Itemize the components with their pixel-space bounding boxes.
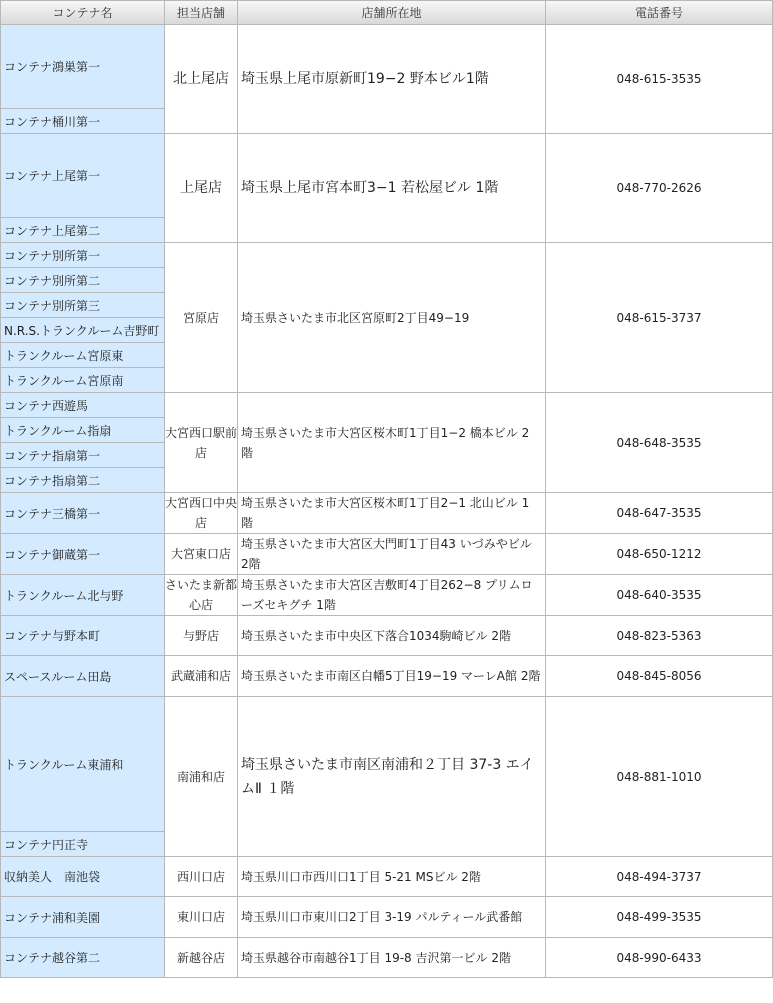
store-address: 埼玉県さいたま市大宮区桜木町1丁目1−2 橋本ビル 2階	[238, 393, 545, 492]
container-name: コンテナ別所第一	[1, 243, 164, 267]
phone-number: 048-990-6433	[546, 938, 772, 977]
container-name: コンテナ三橋第一	[1, 493, 164, 533]
table-row	[1, 25, 772, 108]
store-name: 大宮西口駅前店	[165, 393, 237, 492]
store-name: 西川口店	[165, 857, 237, 896]
phone-number: 048-494-3737	[546, 857, 772, 896]
phone-number: 048-615-3737	[546, 243, 772, 392]
container-name: トランクルーム宮原東	[1, 343, 164, 367]
table-row	[1, 493, 772, 533]
container-name: コンテナ別所第二	[1, 268, 164, 292]
container-name: N.R.S.トランクルーム吉野町	[1, 318, 164, 342]
header-row	[1, 1, 772, 24]
store-address: 埼玉県越谷市南越谷1丁目 19-8 吉沢第一ビル 2階	[238, 938, 545, 977]
store-address: 埼玉県川口市東川口2丁目 3-19 パルティール武番館	[238, 897, 545, 937]
header-address: 店舗所在地	[238, 1, 545, 24]
store-name: 南浦和店	[165, 697, 237, 856]
container-name: コンテナ円正寺	[1, 832, 164, 856]
container-name: コンテナ指扇第一	[1, 443, 164, 467]
store-name: さいたま新都心店	[165, 575, 237, 615]
container-name: コンテナ指扇第二	[1, 468, 164, 492]
store-address: 埼玉県さいたま市南区南浦和２丁目 37-3 エイムⅡ １階	[238, 697, 545, 856]
table-row	[1, 897, 772, 937]
phone-number: 048-823-5363	[546, 616, 772, 655]
container-name: コンテナ御蔵第一	[1, 534, 164, 574]
phone-number: 048-640-3535	[546, 575, 772, 615]
store-address: 埼玉県さいたま市南区白幡5丁目19−19 マーレA館 2階	[238, 656, 545, 696]
container-name: コンテナ上尾第一	[1, 134, 164, 217]
store-address: 埼玉県川口市西川口1丁目 5-21 MSビル 2階	[238, 857, 545, 896]
phone-number: 048-499-3535	[546, 897, 772, 937]
header-phone: 電話番号	[546, 1, 772, 24]
store-name: 与野店	[165, 616, 237, 655]
table-row	[1, 134, 772, 217]
store-name: 宮原店	[165, 243, 237, 392]
container-name: トランクルーム東浦和	[1, 697, 164, 831]
phone-number: 048-845-8056	[546, 656, 772, 696]
table-row	[1, 616, 772, 655]
container-name: コンテナ桶川第一	[1, 109, 164, 133]
phone-number: 048-648-3535	[546, 393, 772, 492]
container-name: スペースルーム田島	[1, 656, 164, 696]
header-container: コンテナ名	[1, 1, 164, 24]
phone-number: 048-647-3535	[546, 493, 772, 533]
phone-number: 048-615-3535	[546, 25, 772, 133]
store-address: 埼玉県上尾市原新町19−2 野本ビル1階	[238, 25, 545, 133]
container-name: トランクルーム宮原南	[1, 368, 164, 392]
phone-number: 048-770-2626	[546, 134, 772, 242]
store-name: 大宮東口店	[165, 534, 237, 574]
table-row	[1, 534, 772, 574]
container-name: コンテナ与野本町	[1, 616, 164, 655]
header-store: 担当店舗	[165, 1, 237, 24]
table-row	[1, 393, 772, 417]
store-address: 埼玉県さいたま市大宮区吉敷町4丁目262−8 プリムローズセキグチ 1階	[238, 575, 545, 615]
container-name: コンテナ鴻巣第一	[1, 25, 164, 108]
table-row	[1, 857, 772, 896]
phone-number: 048-650-1212	[546, 534, 772, 574]
store-address: 埼玉県さいたま市北区宮原町2丁目49−19	[238, 243, 545, 392]
store-name: 北上尾店	[165, 25, 237, 133]
store-name: 上尾店	[165, 134, 237, 242]
container-name: 収納美人 南池袋	[1, 857, 164, 896]
container-name: コンテナ浦和美園	[1, 897, 164, 937]
store-address: 埼玉県さいたま市大宮区大門町1丁目43 いづみやビル 2階	[238, 534, 545, 574]
store-name: 大宮西口中央店	[165, 493, 237, 533]
store-name: 武蔵浦和店	[165, 656, 237, 696]
container-name: コンテナ上尾第二	[1, 218, 164, 242]
container-name: トランクルーム指扇	[1, 418, 164, 442]
table-row	[1, 697, 772, 831]
container-name: コンテナ西遊馬	[1, 393, 164, 417]
store-name: 新越谷店	[165, 938, 237, 977]
store-address: 埼玉県上尾市宮本町3−1 若松屋ビル 1階	[238, 134, 545, 242]
phone-number: 048-881-1010	[546, 697, 772, 856]
store-name: 東川口店	[165, 897, 237, 937]
table-row	[1, 575, 772, 615]
table-row	[1, 656, 772, 696]
container-name: コンテナ越谷第二	[1, 938, 164, 977]
container-name: コンテナ別所第三	[1, 293, 164, 317]
store-address: 埼玉県さいたま市大宮区桜木町1丁目2−1 北山ビル 1階	[238, 493, 545, 533]
table-row	[1, 938, 772, 977]
store-address: 埼玉県さいたま市中央区下落合1034駒崎ビル 2階	[238, 616, 545, 655]
table-row	[1, 243, 772, 267]
container-name: トランクルーム北与野	[1, 575, 164, 615]
